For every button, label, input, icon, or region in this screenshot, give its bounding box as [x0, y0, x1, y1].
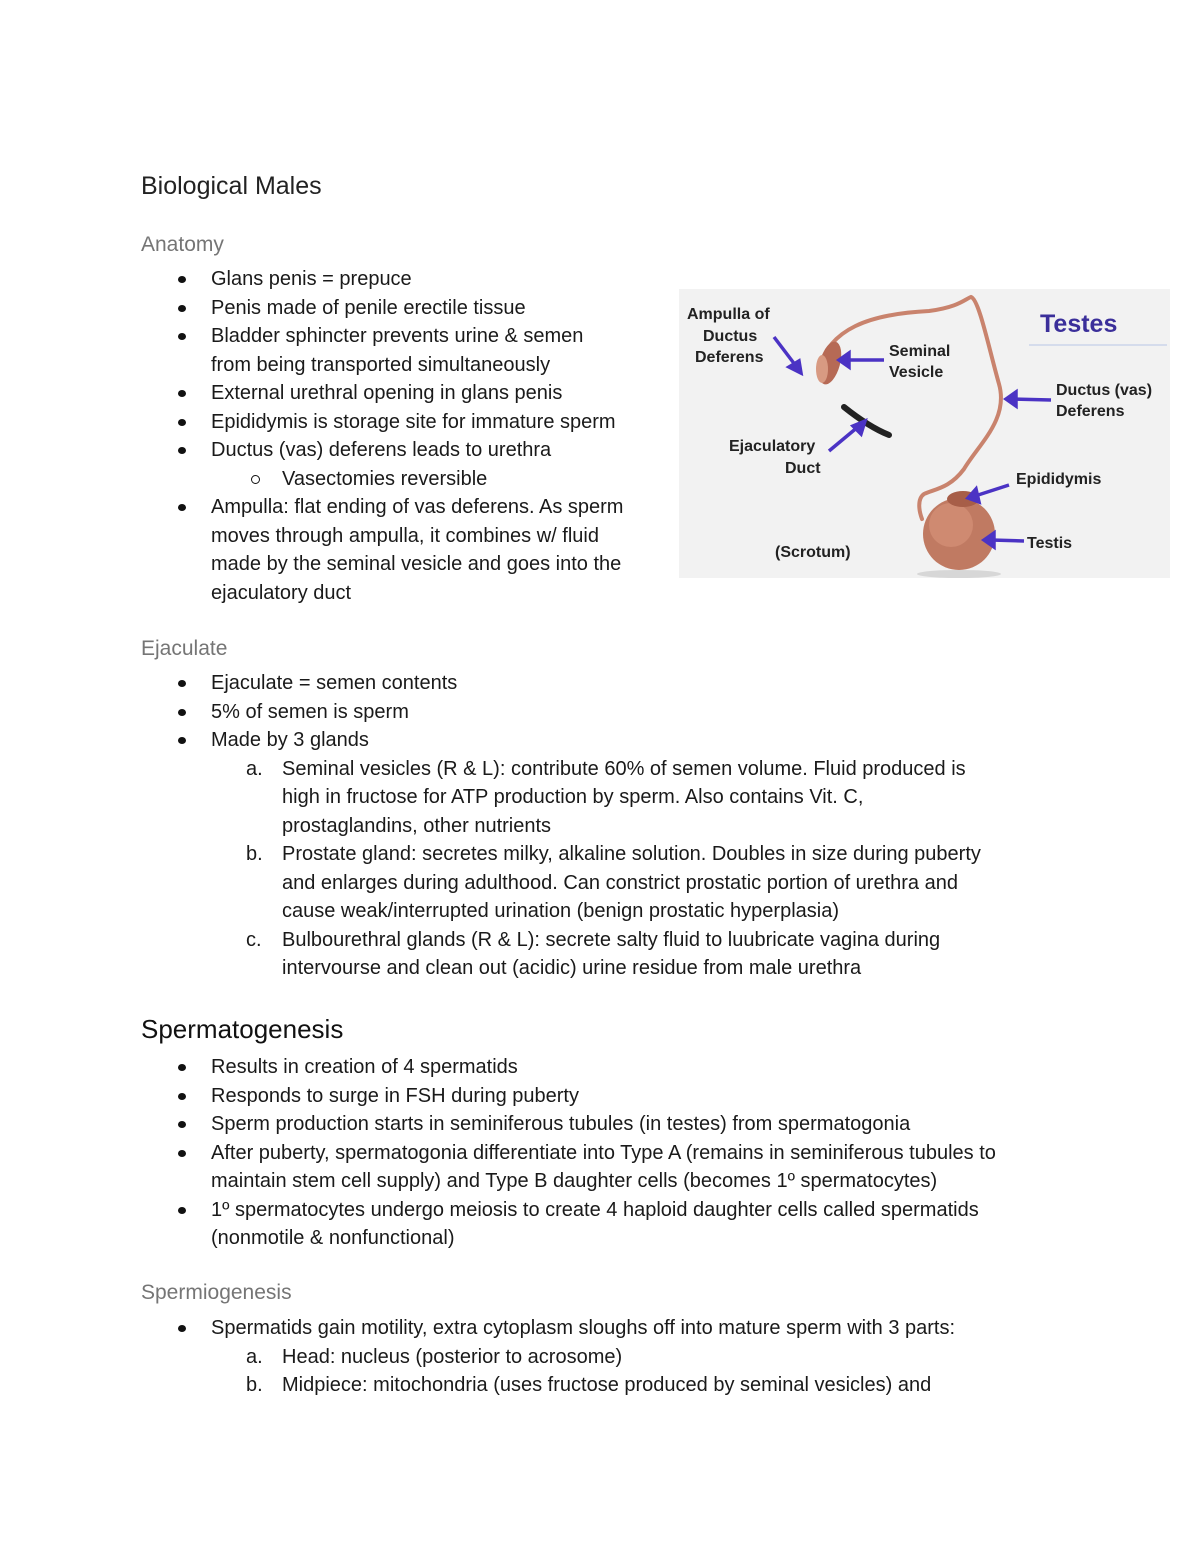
list-item: External urethral opening in glans penis [141, 379, 623, 408]
list-item: 5% of semen is sperm [141, 698, 981, 727]
figure-title: Testes [1040, 310, 1118, 338]
gland-item-continuation: intervourse and clean out (acidic) urine residue from male urethra [282, 957, 862, 979]
testes-diagram [679, 289, 1170, 578]
list-item-continuation: moves through ampulla, it combines w/ fluid [211, 524, 599, 547]
ejaculate-list [141, 669, 981, 983]
list-item: Results in creation of 4 spermatids [141, 1053, 996, 1082]
label-ampulla: Ductus [703, 328, 758, 345]
label-testis: Testis [1027, 535, 1073, 552]
gland-item: a. Seminal vesicles (R & L): contribute 60% of semen volume. Fluid produced is [246, 757, 966, 780]
list-item: Bladder sphincter prevents urine & semen [141, 322, 623, 351]
list-item: Glans penis = prepuce [141, 265, 623, 294]
list-item: Responds to surge in FSH during puberty [141, 1082, 996, 1111]
gland-item: c. Bulbourethral glands (R & L): secrete salty fluid to luubricate vagina during [246, 928, 941, 951]
list-item: Spermatids gain motility, extra cytoplasm sloughs off into mature sperm with 3 parts: [141, 1314, 955, 1343]
list-item-continuation: (nonmotile & nonfunctional) [211, 1227, 455, 1249]
label-seminal-vesicle: Vesicle [889, 364, 944, 381]
label-ejaculatory-duct: Duct [785, 460, 821, 477]
gland-item-continuation: cause weak/interrupted urination (benign prostatic hyperplasia) [282, 900, 839, 922]
spermatogenesis-heading: Spermatogenesis [141, 1014, 344, 1044]
list-item: Made by 3 glands [141, 726, 981, 755]
label-ejaculatory-duct: Ejaculatory [729, 438, 816, 455]
ejaculate-heading: Ejaculate [141, 637, 228, 660]
spermatogenesis-list [141, 1053, 996, 1253]
anatomy-list [141, 265, 623, 607]
testes-diagram-svg [679, 289, 1170, 578]
list-item-continuation: ejaculatory duct [211, 581, 352, 604]
gland-item-continuation: high in fructose for ATP production by sperm. Also contains Vit. C, [282, 786, 864, 808]
list-item: 1º spermatocytes undergo meiosis to create 4 haploid daughter cells called spermatids [141, 1196, 996, 1225]
label-ampulla: Deferens [695, 349, 764, 366]
spermiogenesis-heading: Spermiogenesis [141, 1281, 292, 1304]
list-item-continuation: made by the seminal vesicle and goes into the [211, 553, 622, 575]
label-vas-deferens: Deferens [1056, 403, 1125, 420]
label-scrotum: (Scrotum) [775, 544, 851, 561]
gland-item: b. Prostate gland: secretes milky, alkaline solution. Doubles in size during puberty [246, 843, 981, 865]
sub-list-item: Vasectomies reversible [141, 465, 623, 494]
list-item: Ductus (vas) deferens leads to urethra [141, 436, 623, 465]
label-seminal-vesicle: Seminal [889, 343, 951, 360]
gland-item-continuation: prostaglandins, other nutrients [282, 814, 552, 837]
sperm-part-item: b. Midpiece: mitochondria (uses fructose produced by seminal vesicles) and [246, 1374, 932, 1396]
list-item: Penis made of penile erectile tissue [141, 294, 623, 323]
label-vas-deferens: Ductus (vas) [1056, 382, 1153, 399]
anatomy-heading: Anatomy [141, 233, 224, 256]
label-ampulla: Ampulla of [687, 306, 770, 323]
list-item: Sperm production starts in seminiferous tubules (in testes) from spermatogonia [141, 1110, 996, 1139]
list-item: Ampulla: flat ending of vas deferens. As sperm [141, 493, 623, 522]
label-epididymis: Epididymis [1016, 471, 1102, 488]
page-title: Biological Males [141, 172, 322, 200]
list-item-continuation: maintain stem cell supply) and Type B daughter cells (becomes 1º spermatocytes) [211, 1170, 938, 1192]
spermiogenesis-list [141, 1314, 955, 1400]
gland-item-continuation: and enlarges during adulthood. Can constrict prostatic portion of urethra and [282, 871, 958, 894]
list-item: After puberty, spermatogonia differentiate into Type A (remains in seminiferous tubules to [141, 1139, 996, 1168]
list-item: Epididymis is storage site for immature sperm [141, 408, 623, 437]
list-item: Ejaculate = semen contents [141, 669, 981, 698]
list-item-continuation: from being transported simultaneously [211, 353, 551, 376]
sperm-part-item: a. Head: nucleus (posterior to acrosome) [246, 1345, 623, 1368]
